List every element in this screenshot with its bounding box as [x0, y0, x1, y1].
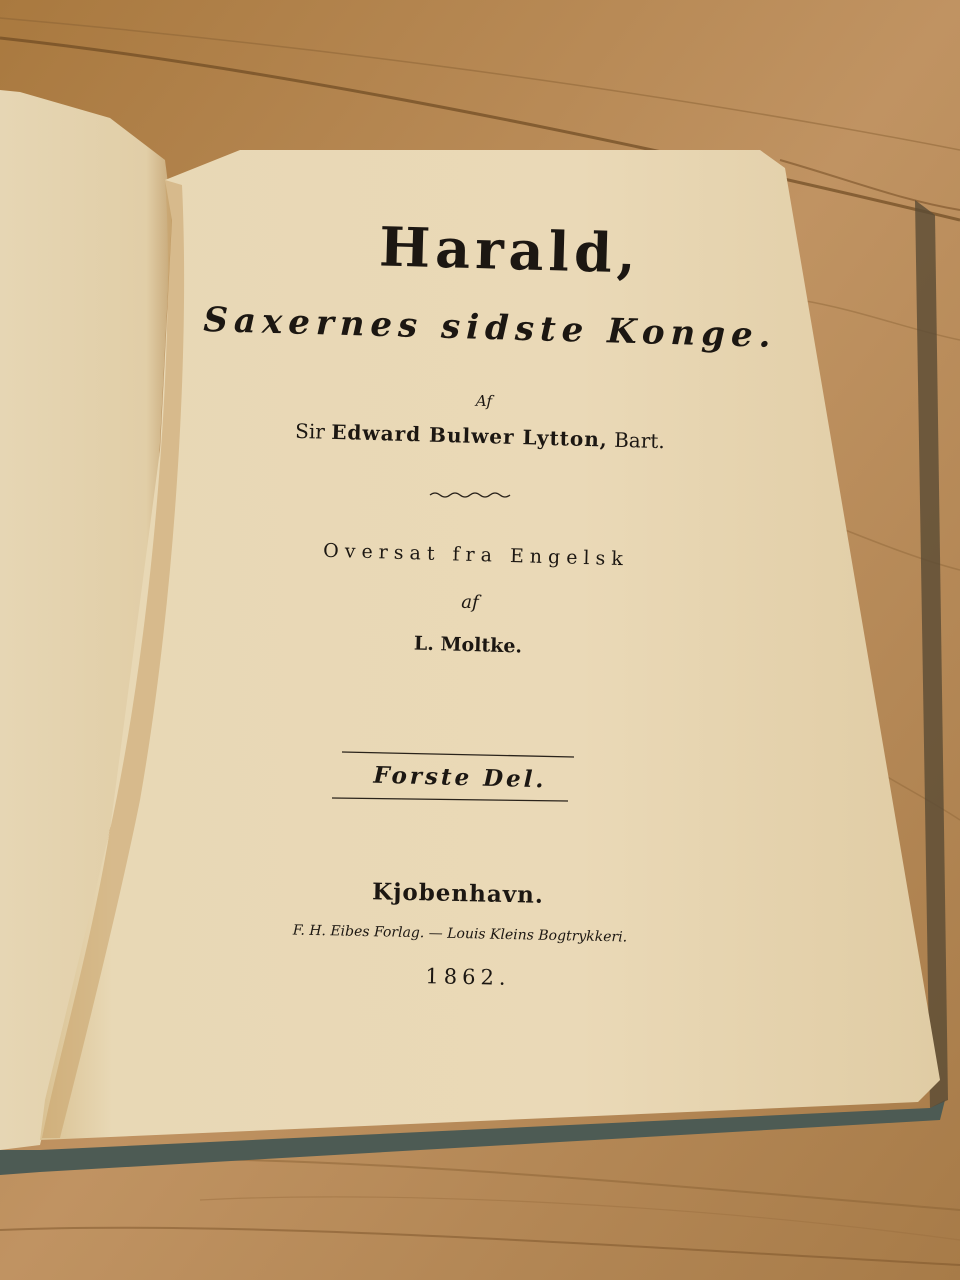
author-name: Edward Bulwer Lytton,: [330, 419, 609, 452]
by-label: Af: [475, 391, 493, 411]
book-title: Harald,: [378, 214, 642, 286]
book-subtitle: Saxernes sidste Konge.: [202, 300, 778, 356]
translated-from: Oversat fra Engelsk: [322, 539, 630, 571]
author-suffix: Bart.: [613, 427, 666, 454]
publisher-line: F. H. Eibes Forlag. — Louis Kleins Bogtrykkeri.: [292, 922, 628, 946]
author-prefix: Sir: [294, 418, 326, 444]
publication-city: Kjobenhavn.: [371, 878, 545, 909]
publication-year: 1862.: [425, 964, 511, 990]
translator-name: L. Moltke.: [413, 632, 523, 658]
volume-label: Forste Del.: [373, 761, 547, 794]
translated-by-label: af: [461, 591, 479, 614]
